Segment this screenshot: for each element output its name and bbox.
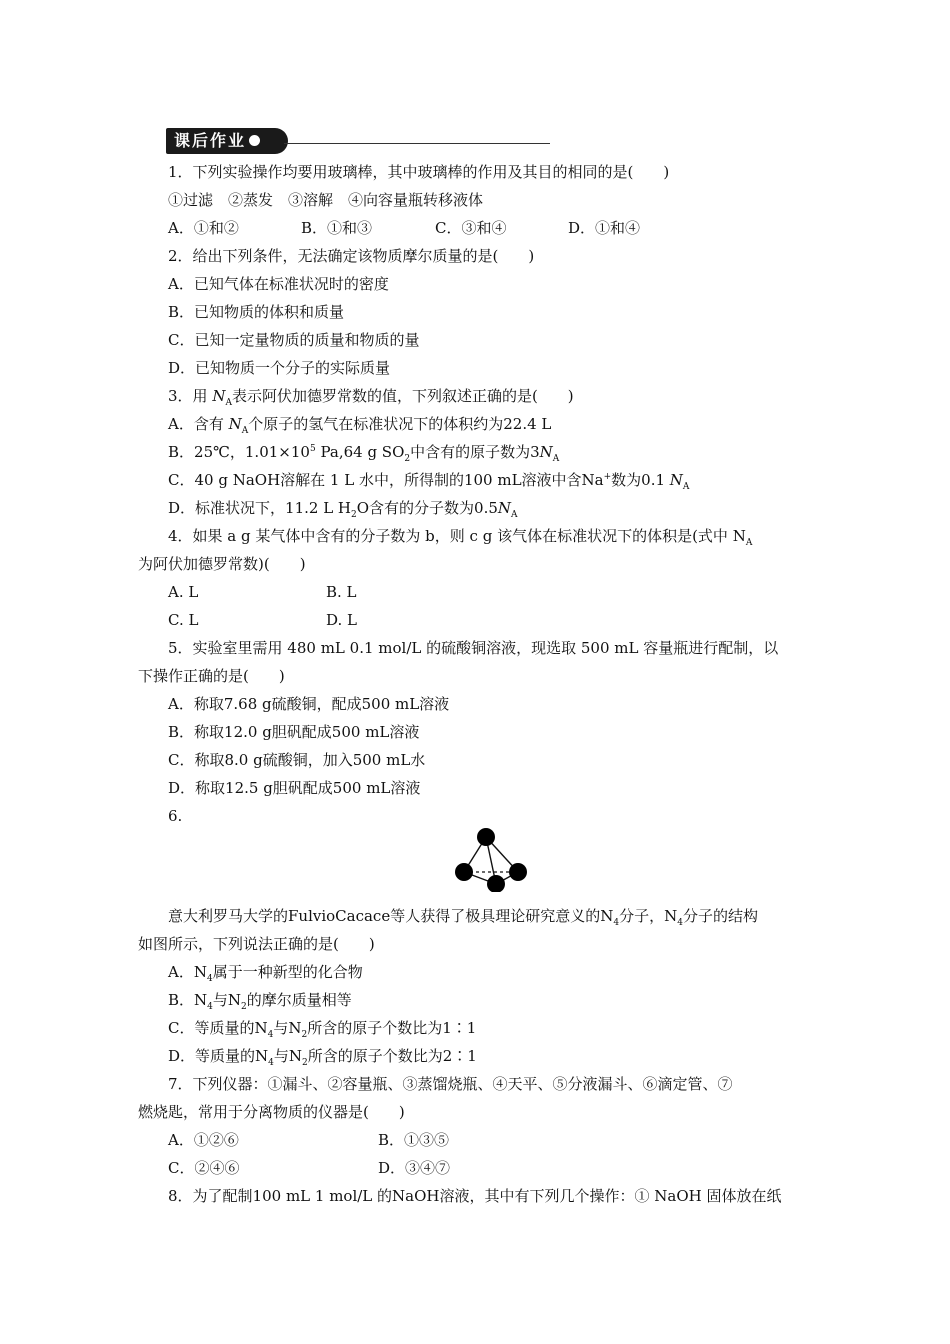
q5-option-a: A．称取7.68 g硫酸铜，配成500 mL溶液 [168,695,450,713]
n4-molecule-figure [138,830,818,902]
q2-option-b: B．已知物质的体积和质量 [168,303,345,321]
q1-option-d: D．①和④ [568,219,641,237]
q7-option-a: A．①②⑥ [168,1131,239,1149]
q6-option-a: A．$N_4$属于一种新型的化合物 [168,963,363,984]
q5-option-d: D．称取12.5 g胆矾配成500 mL溶液 [168,779,421,797]
q4-option-b: B. L [326,583,357,601]
q1-options [138,214,818,242]
q7-stem-line2: 燃烧匙，常用于分离物质的仪器是( ) [138,1103,405,1121]
q5-option-b: B．称取12.0 g胆矾配成500 mL溶液 [168,723,420,741]
atom-top [477,828,495,846]
q5-stem-line1: 5．实验室里需用 480 mL 0.1 mol/L 的硫酸铜溶液，现选取 500 mL 容量瓶进行配制，以 [168,639,779,657]
q5-option-c: C．称取8.0 g硫酸铜，加入500 mL水 [168,751,426,769]
q4-stem-line1: 4．如果 a g 某气体中含有的分子数为 b，则 c g 该气体在标准状况下的体积是(式中 $N_A$ [168,527,753,548]
q7-option-c: C．②④⑥ [168,1159,240,1177]
q3-option-a: A．含有 $N_A$个原子的氢气在标准状况下的体积约为22.4 L [168,415,552,436]
section-title: 课后作业 [174,131,247,150]
q7-option-d: D．③④⑦ [378,1159,451,1177]
q6-option-b: B．$N_4$与$N_2$的摩尔质量相等 [168,991,352,1012]
q6-stem-line1: 意大利罗马大学的FulvioCacace等人获得了极具理论研究意义的$N_4$分子，$N_4$分子的结构 [168,907,758,928]
atom-right [509,863,527,881]
q2-option-c: C．已知一定量物质的质量和物质的量 [168,331,420,349]
n4-tetrahedron-diagram [454,828,534,892]
q3-option-d: D．标准状况下，11.2 L $H_2O$含有的分子数为$0.5N_A$ [168,499,518,520]
q3-option-c: C．40 g NaOH溶解在 1 L 水中，所得制的100 mL溶液中含Na+数为0.1 $N_A$ [168,471,690,492]
q6-number: 6. [168,807,183,825]
q2-option-a: A．已知气体在标准状况时的密度 [168,275,389,293]
q5-stem-line2: 下操作正确的是( ) [138,667,285,685]
q6-option-d: D．等质量的$N_4$与$N_2$所含的原子个数比为2∶1 [168,1047,477,1068]
q1-option-a: A．①和② [168,219,239,237]
q1-option-c: C．③和④ [435,219,507,237]
atom-left [455,863,473,881]
q8-stem-line1: 8．为了配制100 mL 1 mol/L 的NaOH溶液，其中有下列几个操作：① NaOH 固体放在纸 [168,1187,782,1205]
section-header [166,128,550,156]
q3-stem: 3．用 $N_A$表示阿伏加德罗常数的值，下列叙述正确的是( ) [168,387,574,408]
q6-option-c: C．等质量的$N_4$与$N_2$所含的原子个数比为1∶1 [168,1019,477,1040]
q6-stem-line2: 如图所示，下列说法正确的是( ) [138,935,375,953]
questions-body [138,158,818,1210]
atom-front [487,875,505,892]
q1-stem: 1．下列实验操作均要用玻璃棒，其中玻璃棒的作用及其目的相同的是( ) [168,163,670,181]
q3-option-b: B．25℃，$1.01\times 10^5$ Pa,64 g $SO_2$中含有的原子数为$3N_A$ [168,443,560,464]
q7-options-row2 [138,1154,818,1182]
header-rule [284,143,550,144]
q4-option-c: C. L [168,611,199,629]
q4-option-d: D. L [326,611,357,629]
q1-option-b: B．①和③ [301,219,373,237]
q7-options-row1 [138,1126,818,1154]
q4-option-a: A. L [168,583,199,601]
dot-icon [249,135,260,146]
q7-stem-line1: 7．下列仪器：①漏斗、②容量瓶、③蒸馏烧瓶、④天平、⑤分液漏斗、⑥滴定管、⑦ [168,1075,733,1093]
q2-stem: 2．给出下列条件，无法确定该物质摩尔质量的是( ) [168,247,535,265]
q4-options-row1 [138,578,818,606]
q7-option-b: B．①③⑤ [378,1131,450,1149]
q1-items: ①过滤 ②蒸发 ③溶解 ④向容量瓶转移液体 [168,191,484,209]
q2-option-d: D．已知物质一个分子的实际质量 [168,359,391,377]
q4-options-row2 [138,606,818,634]
q4-stem-line2: 为阿伏加德罗常数)( ) [138,555,306,573]
section-title-tab [166,128,288,154]
